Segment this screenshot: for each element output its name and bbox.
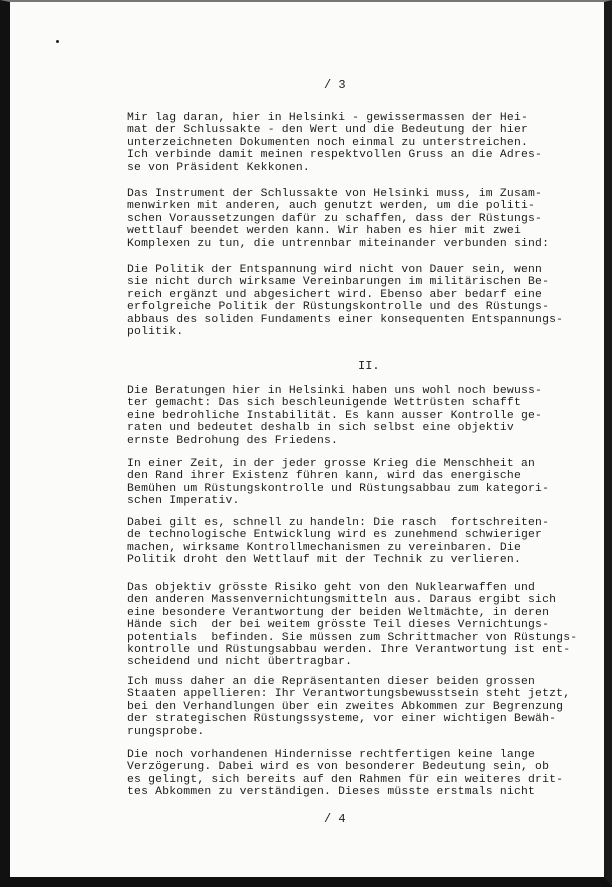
paragraph-5: In einer Zeit, in der jeder grosse Krieg die Menschheit an den Rand ihrer Existenz führen kann, wird das energische Bemühen um Rüstungskontrolle und Rüstungsabbau zum kategori- schen Imperativ. — [127, 458, 550, 508]
paragraph-9: Die noch vorhandenen Hindernisse rechtfertigen keine lange Verzögerung. Dabei wird es von besonderer Bedeutung sein, ob es gelingt, sich bereits auf den Rahmen für ein weiteres drit- tes Abkommen zu verständigen. Dieses müsste erstmals nicht — [127, 749, 564, 799]
paragraph-2: Das Instrument der Schlussakte von Helsinki muss, im Zusam- menwirken mit anderen, auch genutzt werden, um die politi- schen Voraussetzungen dafür zu schaffen, dass der Rüstungs- wettlauf beendet werden kann. Wir haben es hier mit zwei Komplexen zu tun, die untrennbar miteinander verbunden sind: — [127, 188, 550, 250]
section-heading: II. — [358, 359, 380, 373]
scan-speck — [56, 40, 59, 43]
paragraph-3: Die Politik der Entspannung wird nicht von Dauer sein, wenn sie nicht durch wirksame Vereinbarungen im militärischen Be- reich ergänzt und abgesichert wird. Ebenso aber bedarf eine erfolgreiche Politik der Rüstungskontrolle und des Rüstungs- abbaus des soliden Fundaments einer konsequenten Entspannungs- politik. — [127, 264, 564, 339]
page-number-top: / 3 — [324, 78, 346, 92]
paragraph-8: Ich muss daher an die Repräsentanten dieser beiden grossen Staaten appellieren: Ihr Verantwortungsbewusstsein steht jetzt, bei den Verhandlungen über ein zweites Abkommen zur Begrenzung der strategischen Rüstungssysteme, vor einer wichtigen Bewäh- rungsprobe. — [127, 676, 571, 738]
paragraph-7: Das objektiv grösste Risiko geht von den Nuklearwaffen und den anderen Massenvernichtungsmitteln aus. Daraus ergibt sich eine besondere Verantwortung der beiden Weltmächte, in deren Hände sich der bei weitem grösste Teil dieses Vernichtungs- potentials befinden. Sie müssen zum Schrittmacher von Rüstungs- kontrolle und Rüstungsabbau werden. Ihre Verantwortung ist ent- scheidend und nicht übertragbar. — [127, 582, 578, 669]
paragraph-6: Dabei gilt es, schnell zu handeln: Die rasch fortschreiten- de technologische Entwicklung wird es zunehmend schwieriger machen, wirksame Kontrollmechanismen zu vereinbaren. Die Politik droht den Wettlauf mit der Technik zu verlieren. — [127, 517, 550, 567]
page-number-bottom: / 4 — [324, 812, 346, 826]
paragraph-4: Die Beratungen hier in Helsinki haben uns wohl noch bewuss- ter gemacht: Das sich beschleunigende Wettrüsten schafft eine bedrohliche Instabilität. Es kann ausser Kontrolle ge- raten und bedeutet deshalb in sich selbst eine objektiv ernste Bedrohung des Friedens. — [127, 385, 543, 447]
paragraph-1: Mir lag daran, hier in Helsinki - gewissermassen der Hei- mat der Schlussakte - den Wert und die Bedeutung der hier unterzeichneten Dokumenten noch einmal zu unterstreichen. Ich verbinde damit meinen respektvollen Gruss an die Adres- se von Präsident Kekkonen. — [127, 112, 543, 174]
